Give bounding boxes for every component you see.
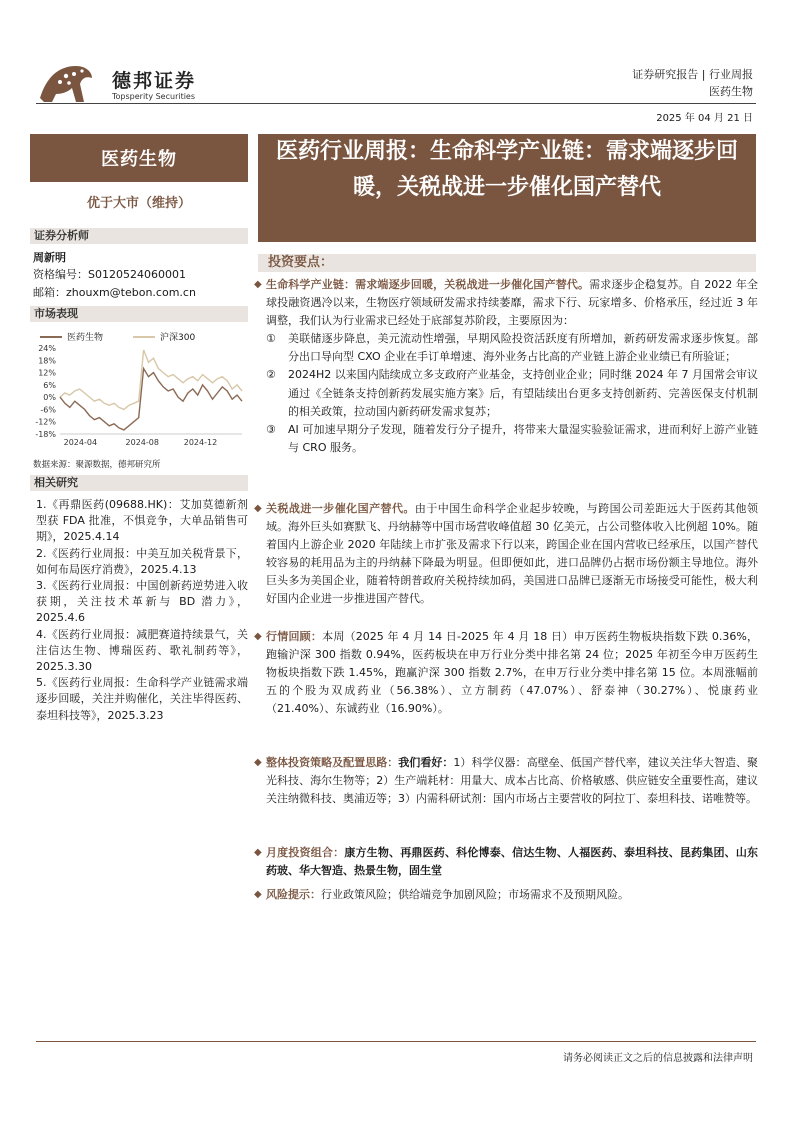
paragraph-lifesci — [254, 276, 758, 457]
reason-num: ① — [266, 332, 276, 346]
bullet-icon: ◆ — [254, 889, 262, 900]
bullet-icon: ◆ — [254, 631, 262, 642]
reason-text: 美联储逐步降息，美元流动性增强，早期风险投资活跃度有所增加，新药研发需求逐步恢复。部分出口导向型 CXO 企业在手订单增速、海外业务占比高的产业链上游企业业绩已有所验证； — [288, 332, 758, 364]
footer-divider — [36, 1041, 756, 1042]
x-tick-label: 2024-08 — [125, 438, 159, 447]
paragraph-strategy — [254, 754, 759, 808]
bullet-icon: ◆ — [254, 279, 262, 290]
report-date: 2025 年 04 月 21 日 — [656, 113, 753, 124]
y-tick-label: 18% — [38, 356, 56, 366]
analyst-name: 周新明 — [33, 251, 66, 264]
logo-name-cn: 德邦证券 — [112, 70, 197, 92]
x-tick-label: 2024-04 — [63, 438, 98, 447]
y-tick-label: 0% — [43, 393, 56, 403]
y-tick-label: -18% — [35, 430, 56, 439]
legend-swatch — [40, 336, 62, 338]
para-body: 1）科学仪器：高壁垒、低国产替代率，建议关注华大智造、聚光科技、海尔生物等；2）生产端耗材：用量大、成本占比高、价格敏感、供应链安全重要性高，建议关注纳微科技、奥浦迈等；3）内需科研试剂：国内市场占主要营收的阿拉丁、泰坦科技、诺唯赞等。 — [266, 756, 759, 806]
x-tick-label: 2024-12 — [183, 438, 218, 447]
related-item[interactable]: 3.《医药行业周报：中国创新药逆势进入收获期，关注技术革新与 BD 潜力》，2025.4.6 — [36, 579, 248, 625]
related-list — [36, 497, 248, 724]
para-body: 需求逐步企稳复苏。自 2022 年全球投融资遇冷以来，生物医疗领域研发需求持续萎靡，需求下行、玩家增多、价格承压，经过近 3 年调整，我们认为行业需求已经处于底部复苏阶段，主要原因为： — [266, 278, 758, 328]
series-line-医药生物 — [60, 369, 242, 430]
reason-num: ③ — [266, 422, 276, 436]
para-head: 整体投资策略及配置思路： — [266, 756, 399, 769]
related-item[interactable]: 4.《医药行业周报：减肥赛道持续景气，关注信达生物、博瑞医药、歌礼制药等》，2025.3.30 — [36, 627, 248, 674]
bullet-icon: ◆ — [254, 757, 262, 768]
related-item[interactable]: 2.《医药行业周报：中美互加关税背景下，如何布局医疗消费》，2025.4.13 — [36, 546, 248, 576]
para-head: 行情回顾： — [266, 630, 323, 643]
market-heading: 市场表现 — [30, 306, 248, 322]
paragraph-risk — [254, 886, 758, 904]
related-item[interactable]: 1.《再鼎医药(09688.HK)：艾加莫德新剂型获 FDA 批准，不惧竞争，大单品销售可期》，2025.4.14 — [36, 498, 248, 544]
market-chart — [30, 342, 248, 450]
legend-label: 沪深300 — [160, 333, 196, 343]
reason-item — [266, 421, 758, 457]
header-divider — [36, 103, 756, 104]
y-tick-label: -6% — [40, 405, 56, 415]
bullet-icon: ◆ — [254, 847, 262, 858]
leopard-logo-icon — [36, 58, 96, 106]
paragraph-portfolio — [254, 844, 759, 880]
legend-label: 医药生物 — [67, 333, 104, 343]
para-head: 风险提示： — [266, 888, 321, 901]
legend-swatch — [133, 336, 155, 338]
sector-label: 医药生物 — [30, 134, 248, 182]
related-heading: 相关研究 — [30, 475, 248, 491]
report-title: 医药行业周报：生命科学产业链：需求端逐步回暖，关税战进一步催化国产替代 — [258, 134, 756, 242]
header-sector: 医药生物 — [709, 85, 753, 98]
analyst-email: 邮箱：zhouxm@tebon.com.cn — [33, 286, 196, 299]
section-heading: 投资要点： — [258, 254, 756, 272]
paragraph-tariff — [254, 500, 759, 609]
rating: 优于大市（维持） — [86, 196, 191, 211]
chart-source: 数据来源：聚源数据，德邦研究所 — [33, 460, 161, 470]
para-body: 由于中国生命科学企业起步较晚，与跨国公司差距远大于医药其他领域。海外巨头如赛默飞、丹纳赫等中国市场营收峰值超 30 亿美元，占公司整体收入比例超 10%。随着国内上游企业 2020 年陆续上市扩张及需求下行以来，跨国企业在国内营收已经承压，以国产替代较容易的耗用品为主的丹纳赫下降最为明显。但即便如此，进口品牌仍占据市场份额主导地位。海外巨头多为美国企业，随着特朗普政府关税持续加码，美国进口品牌已逐渐无市场接受可能性，极大利好国内企业进一步推进国产替代。 — [266, 502, 759, 606]
para-body: 本周（2025 年 4 月 14 日-2025 年 4 月 18 日）申万医药生物板块指数下跌 0.36%，跑输沪深 300 指数 0.94%，医药板块在申万行业分类中排名第 24 位；2025 年初至今申万医药生物板块指数下跌 1.45%，跑赢沪深 300 指数 2.7%，在申万行业分类中排名第 15 位。本周涨幅前五的个股为双成药业（56.38%）、立方制药（47.07%）、舒泰神（30.27%）、悦康药业（21.40%）、东诚药业（16.90%）。 — [266, 630, 758, 716]
para-lead: 我们看好： — [398, 756, 454, 769]
para-head: 月度投资组合： — [266, 846, 345, 859]
reason-text: 2024H2 以来国内陆续成立多支政府产业基金，支持创业企业；同时继 2024 年 7 月国常会审议通过《全链条支持创新药发展实施方案》后，有望陆续出台更多支持创新药、完善医保支付机制的相关政策，拉动国内新药研发需求复苏； — [288, 368, 758, 418]
reason-item — [266, 366, 758, 420]
reason-text: AI 可加速早期分子发现，随着发行分子提升，将带来大量湿实验验证需求，进而利好上游产业链与 CRO 服务。 — [288, 422, 758, 454]
bullet-icon: ◆ — [254, 503, 262, 514]
report-type: 证券研究报告 | 行业周报 — [632, 68, 753, 81]
company-logo — [36, 58, 96, 106]
y-tick-label: 24% — [38, 344, 56, 353]
y-tick-label: 6% — [43, 380, 56, 390]
para-body: 康方生物、再鼎医药、科伦博泰、信达生物、人福医药、泰坦科技、昆药集团、山东药玻、华大智造、热景生物，固生堂 — [266, 846, 759, 878]
analyst-heading: 证券分析师 — [30, 228, 248, 244]
y-tick-label: -12% — [35, 417, 56, 427]
logo-name-en: Topsperity Securities — [112, 92, 196, 101]
para-body: 行业政策风险；供给端竞争加剧风险；市场需求不及预期风险。 — [321, 888, 629, 901]
analyst-cert: 资格编号：S0120524060001 — [33, 268, 186, 281]
related-item[interactable]: 5.《医药行业周报：生命科学产业链需求端逐步回暖，关注并购催化，关注毕得医药、泰坦科技等》，2025.3.23 — [36, 676, 248, 722]
y-tick-label: 12% — [38, 368, 56, 378]
para-head: 生命科学产业链：需求端逐步回暖，关税战进一步催化国产替代。 — [266, 278, 590, 291]
reason-num: ② — [266, 368, 276, 382]
paragraph-market-review — [254, 628, 758, 718]
para-head: 关税战进一步催化国产替代。 — [266, 502, 415, 515]
footer-notice: 请务必阅读正文之后的信息披露和法律声明 — [563, 1053, 753, 1064]
reason-item — [266, 330, 758, 366]
series-line-沪深300 — [60, 350, 242, 409]
